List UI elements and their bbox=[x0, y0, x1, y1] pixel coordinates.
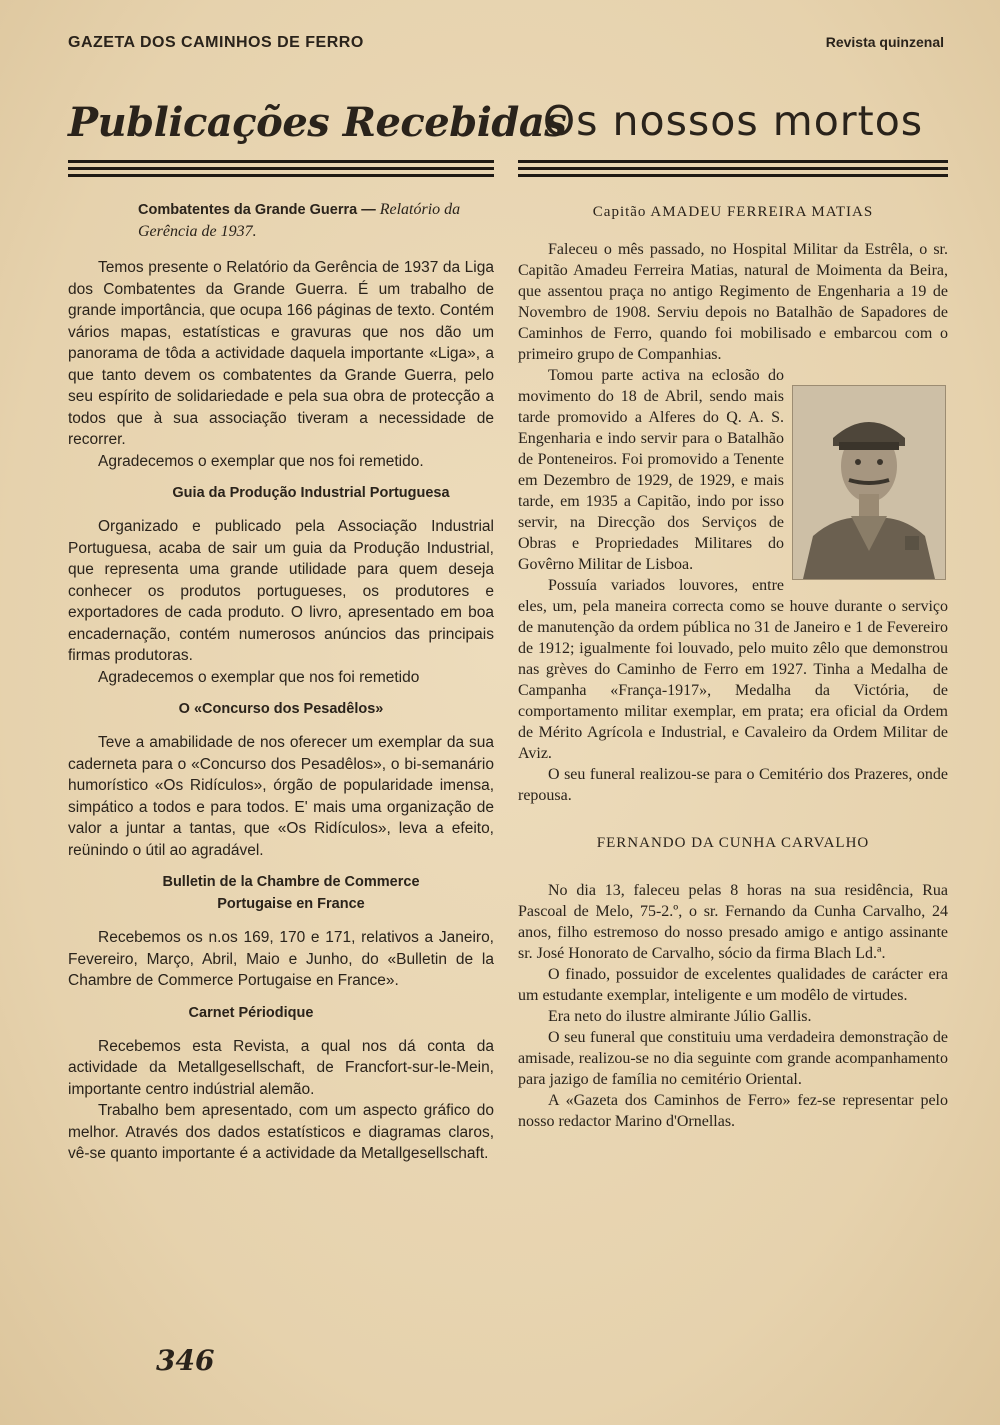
title-rules bbox=[68, 160, 494, 177]
obituary-heading: FERNANDO DA CUNHA CARVALHO bbox=[596, 835, 870, 851]
article-heading-text: Combatentes da Grande Guerra — bbox=[138, 202, 376, 218]
article-heading: Bulletin de la Chambre de Commerce Portugaise en France bbox=[162, 874, 420, 912]
obituary-paragraph: Tomou parte activa na eclosão do movimento do 18 de Abril, sendo mais tarde promovido a Alferes do Q. A. S. Engenharia e indo servir para o Batalhão de Ponteneiros. Foi promovido a Tenente em Dezembro de 1929, de 1929, e mais tarde, em 1935 a Capitão, indo por isso servir, na Direcção dos Serviços de Obras e Propriedades Militares do Govêrno Militar de Lisboa. bbox=[518, 367, 784, 573]
obituary-paragraph: No dia 13, faleceu pelas 8 horas na sua residência, Rua Pascoal de Melo, 75-2.º, o sr. Fernando da Cunha Carvalho, 24 anos, filho estremoso do nosso presado amigo e antigo assinante sr. José Honorato de Carvalho, sócio da firma Blach Ld.ª. bbox=[518, 882, 948, 962]
article-heading bbox=[68, 199, 494, 243]
obituary-paragraph: Faleceu o mês passado, no Hospital Militar da Estrêla, o sr. Capitão Amadeu Ferreira Matias, natural de Moimenta da Beira, que assentou praça no antigo Regimento de Engenharia a 19 de Novembro de 1908. Serviu depois no Batalhão de Sapadores de Caminhos de Ferro, quando foi mobilisado e embarcou com o primeiro grupo de Companhias. bbox=[518, 241, 948, 363]
obituary-paragraph: A «Gazeta dos Caminhos de Ferro» fez-se representar pelo nosso redactor Marino d'Ornellas. bbox=[518, 1092, 948, 1130]
obituary-paragraph: Era neto do ilustre almirante Júlio Gallis. bbox=[548, 1008, 812, 1025]
article-paragraph: Trabalho bem apresentado, com um aspecto gráfico do melhor. Através dos dados estatísticos e diagramas claros, vê-se quanto importante é a actividade da Metallgesellschaft. bbox=[68, 1102, 494, 1162]
article-paragraph: Agradecemos o exemplar que nos foi remetido. bbox=[98, 452, 424, 470]
publication-name: GAZETA DOS CAMINHOS DE FERRO bbox=[68, 34, 364, 51]
page-number: 346 bbox=[156, 1344, 215, 1377]
obituary-paragraph: O finado, possuidor de excelentes qualidades de carácter era um estudante exemplar, inteligente e um modêlo de virtudes. bbox=[518, 966, 948, 1004]
obituary-paragraph: Possuía variados louvores, entre eles, um, pela maneira correcta como se houve durante o serviço de manutenção da ordem pública no 31 de Janeiro e 1 de Fevereiro de 1912; igualmente foi louvado, pelo muito zêlo que demonstrou nas grèves do Caminho de Ferro em 1927. Tinha a Medalha de Campanha «França-1917», Medalha da Victória, de comportamento militar exemplar, em prata; era oficial da Ordem de Mérito Agrícola e Industrial, e Cavaleiro da Ordem Militar de Aviz. bbox=[518, 577, 948, 762]
article-paragraph: Teve a amabilidade de nos oferecer um exemplar da sua caderneta para o «Concurso dos Pesadêlos», o bi-semanário humorístico «Os Ridículos», órgão de popularidade imensa, simpático a todos e para todos. E' mais uma organização de valor a juntar a tantas, que «Os Ridículos», leva a efeito, reünindo o útil ao agradável. bbox=[68, 734, 494, 859]
section-title-publicacoes: Publicações Recebidas bbox=[68, 99, 567, 146]
article-paragraph: Temos presente o Relatório da Gerência de 1937 da Liga dos Combatentes da Grande Guerra. É um trabalho de grande importância, que ocupa 166 páginas de texto. Contém vários mapas, estatísticas e gravuras que nos dão um panorama de tôda a actividade daquela importante «Liga», a que tanto devem os combatentes da Grande Guerra, pelo seu espírito de solidariedade e pela sua obra de protecção a todos que à sua associação tiveram a necessidade de recorrer. bbox=[68, 259, 494, 448]
article-paragraph: Recebemos os n.os 169, 170 e 171, relativos a Janeiro, Fevereiro, Março, Abril, Maio e Junho, do «Bulletin de la Chambre de Commerce Portugaise en France». bbox=[68, 929, 494, 989]
obituary-paragraph: O seu funeral realizou-se para o Cemitério dos Prazeres, onde repousa. bbox=[518, 766, 948, 804]
publication-frequency: Revista quinzenal bbox=[825, 34, 944, 50]
article-paragraph: Recebemos esta Revista, a qual nos dá conta da actividade da Metallgesellschaft, de Francfort-sur-le-Mein, importante centro indústrial alemão. bbox=[68, 1037, 494, 1098]
article-heading: Guia da Produção Industrial Portuguesa bbox=[172, 485, 450, 501]
article-heading-italic: Relatório da Gerência de 1937. bbox=[138, 201, 461, 240]
obituary-paragraph: O seu funeral que constituiu uma verdadeira demonstração de amisade, realizou-se no dia seguinte com grande acompanhamento para jazigo de família no cemitério Oriental. bbox=[518, 1029, 948, 1088]
article-heading: Carnet Périodique bbox=[188, 1004, 314, 1021]
article-paragraph: Agradecemos o exemplar que nos foi remetido bbox=[98, 668, 420, 686]
right-column bbox=[518, 92, 948, 1132]
portrait-photo bbox=[792, 385, 946, 580]
section-title-obituaries: Os nossos mortos bbox=[542, 97, 924, 145]
soldier-portrait-icon bbox=[793, 386, 945, 579]
article-heading: O «Concurso dos Pesadêlos» bbox=[178, 701, 384, 717]
article-paragraph: Organizado e publicado pela Associação Industrial Portuguesa, acaba de sair um guia da Produção Industrial, que representa uma grande utilidade para quem deseja conhecer os produtos portugueses, os produtores e exportadores de cada produto. O livro, apresentado em boa encadernação, contém numerosos anúncios das principais firmas produtoras. bbox=[68, 518, 494, 664]
left-column bbox=[68, 92, 567, 1165]
obituary-heading: Capitão AMADEU FERREIRA MATIAS bbox=[592, 204, 874, 220]
title-rules bbox=[518, 160, 948, 177]
